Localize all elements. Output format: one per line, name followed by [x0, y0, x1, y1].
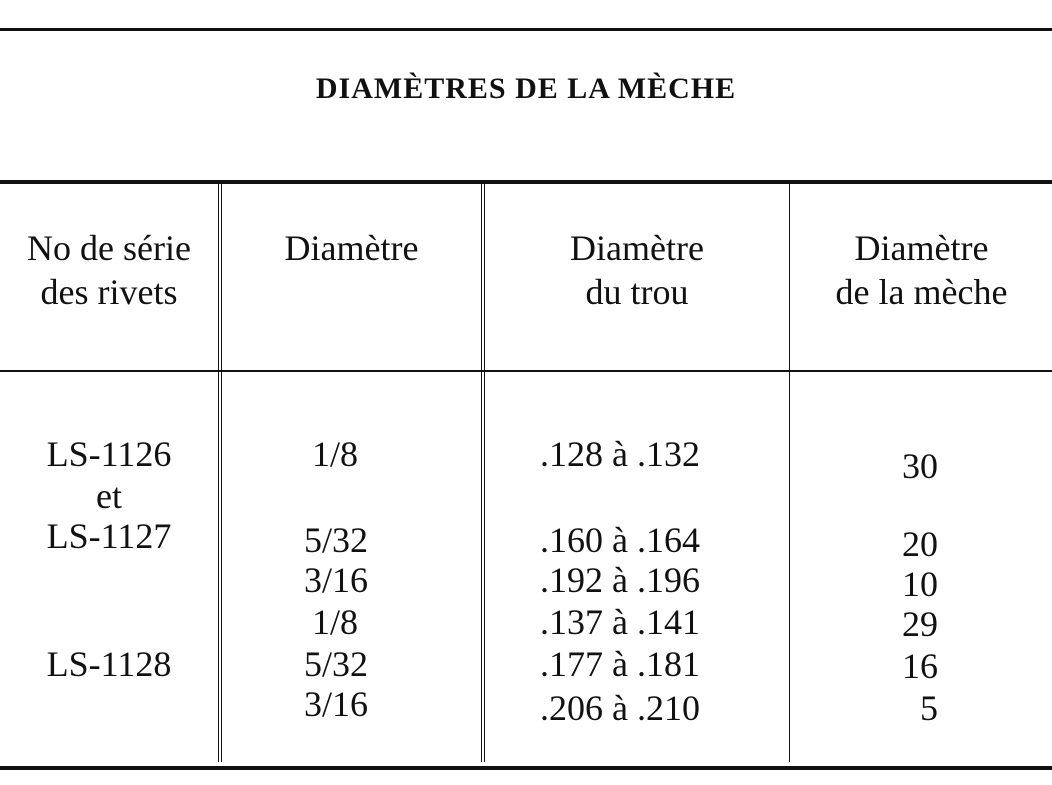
- table-title: DIAMÈTRES DE LA MÈCHE: [315, 72, 737, 105]
- table-cell-drill: 29: [902, 604, 938, 644]
- table-cell-drill: 5: [920, 688, 938, 728]
- table-cell-diameter: 1/8: [312, 602, 359, 642]
- table-cell-drill: 30: [902, 446, 938, 486]
- table-cell-drill: 16: [902, 646, 938, 686]
- top-rule: [0, 28, 1052, 31]
- table-cell-diameter: 5/32: [304, 520, 369, 560]
- header-serial-number: [0, 226, 218, 314]
- serial-ls-1127: LS-1127: [46, 516, 172, 556]
- header-diameter-line-1: Diamètre: [284, 228, 419, 268]
- table-cell-hole: .137 à .141: [540, 602, 700, 642]
- table-cell-hole: .206 à .210: [540, 688, 700, 728]
- table-cell-hole: .177 à .181: [540, 644, 700, 684]
- header-hole-diameter: [485, 226, 789, 314]
- header-top-rule: [0, 180, 1052, 184]
- serial-ls-1126: LS-1126: [46, 434, 172, 474]
- header-serial-line-2: des rivets: [40, 272, 178, 312]
- serial-et: et: [96, 476, 122, 516]
- header-diameter: [222, 226, 481, 270]
- header-bottom-rule: [0, 370, 1052, 372]
- column-divider-1: [218, 184, 222, 762]
- header-hole-line-1: Diamètre: [570, 228, 704, 268]
- header-serial-line-1: No de série: [27, 228, 191, 268]
- table-cell-hole: .128 à .132: [540, 434, 700, 474]
- header-hole-line-2: du trou: [585, 272, 689, 312]
- header-drill-line-2: de la mèche: [835, 272, 1008, 312]
- table-cell-hole: .192 à .196: [540, 560, 700, 600]
- table-cell-diameter: 1/8: [312, 434, 359, 474]
- table-cell-hole: .160 à .164: [540, 520, 700, 560]
- table-cell-drill: 10: [902, 564, 938, 604]
- serial-ls-1128: LS-1128: [46, 644, 172, 684]
- table-cell-drill: 20: [902, 524, 938, 564]
- header-drill-line-1: Diamètre: [854, 228, 989, 268]
- bottom-rule: [0, 766, 1052, 770]
- table-cell-diameter: 3/16: [304, 684, 369, 724]
- header-drill-diameter: [791, 226, 1052, 314]
- table-cell-diameter: 3/16: [304, 560, 369, 600]
- table-cell-diameter: 5/32: [304, 644, 369, 684]
